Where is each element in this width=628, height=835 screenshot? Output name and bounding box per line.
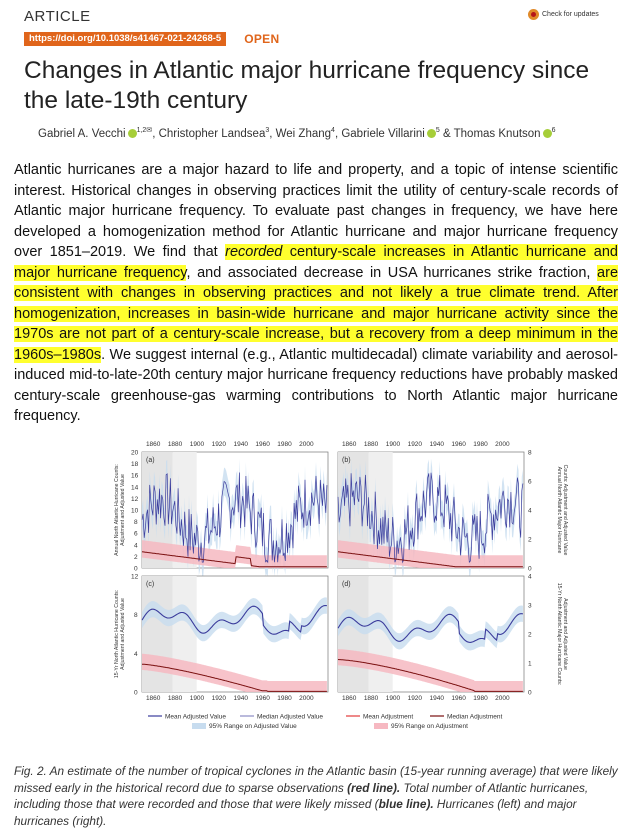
panel-label: (a) <box>146 457 155 464</box>
author-separator: , <box>152 127 159 140</box>
panel-label: (c) <box>146 581 155 588</box>
abstract-text-3: . We suggest internal (e.g., Atlantic multidecadal) climate variability and aerosol-induced mid-to-late-20th century major hurricane frequency reductions have probably masked century-scale greenhouse-gas warming contributions to North Atlantic major hurricane frequency. <box>14 346 618 424</box>
y-tick-label: 0 <box>134 565 138 573</box>
x-tick-label: 1960 <box>451 695 466 702</box>
author-affiliation: 5 <box>435 127 440 134</box>
orcid-icon[interactable] <box>128 129 137 138</box>
y-axis-label: Adjustment and Adjusted Value <box>120 598 126 670</box>
abstract-text-1: Atlantic hurricanes are a major hazard to life and property, and a topic of intense scientific interest. Historical changes in observing practices limit the utility of century-scale records of Atlantic major hurricane frequency. To evaluate past changes in frequency, we have here developed a homogenization method for Atlantic hurricane and major hurricane frequency over 1851–2019. We find that <box>14 162 618 260</box>
figure-caption <box>14 763 618 829</box>
legend-swatch-range-adjusted <box>192 723 206 729</box>
orcid-icon[interactable] <box>427 129 436 138</box>
open-access-label: OPEN <box>244 32 280 46</box>
y-tick-label: 0 <box>134 689 138 697</box>
x-tick-label: 1980 <box>277 695 292 702</box>
caption-text-2: Total number of Atlantic hurricanes, including those that were recorded and those that were likely missed ( <box>14 780 589 811</box>
legend-mean-adjusted: Mean Adjusted Value <box>165 713 226 721</box>
article-type-label: ARTICLE <box>24 8 91 25</box>
doi-link[interactable]: https://doi.org/10.1038/s41467-021-24268-5 <box>24 32 226 46</box>
x-tick-label: 1900 <box>189 695 205 702</box>
abstract <box>14 160 618 427</box>
y-tick-label: 4 <box>528 507 532 515</box>
author-affiliation: 6 <box>551 127 556 134</box>
y-tick-label: 12 <box>131 495 139 503</box>
x-tick-label: 1920 <box>211 695 227 702</box>
x-tick-label: 1960 <box>255 441 270 448</box>
y-tick-label: 20 <box>131 449 139 457</box>
panel-label: (d) <box>342 581 351 588</box>
y-tick-label: 12 <box>131 573 139 581</box>
y-tick-label: 4 <box>134 542 138 550</box>
x-tick-label: 1960 <box>451 441 466 448</box>
x-tick-label: 1860 <box>145 695 161 702</box>
x-tick-label: 2000 <box>495 695 510 702</box>
caption-blue-line: blue line). <box>378 797 434 811</box>
author-name[interactable]: Christopher Landsea <box>158 127 266 140</box>
y-axis-label: Annual North Atlantic Hurricane Counts: <box>114 464 120 556</box>
y-tick-label: 18 <box>131 461 139 469</box>
x-tick-label: 1900 <box>385 441 401 448</box>
check-updates-icon <box>528 9 539 20</box>
y-tick-label: 2 <box>528 631 532 639</box>
x-tick-label: 1880 <box>363 441 379 448</box>
check-updates-label: Check for updates <box>542 10 599 18</box>
x-tick-label: 1860 <box>341 695 357 702</box>
x-tick-label: 1880 <box>167 441 183 448</box>
abstract-text-2: , and associated decrease in USA hurricanes strike fraction, <box>186 264 598 281</box>
check-for-updates-button[interactable] <box>528 7 618 21</box>
x-tick-label: 1900 <box>385 695 401 702</box>
y-tick-label: 6 <box>134 530 138 538</box>
doi-row <box>24 32 279 46</box>
y-tick-label: 0 <box>528 565 532 573</box>
author-name[interactable]: Thomas Knutson <box>453 127 541 140</box>
y-axis-label: Adjustment and Adjusted Value <box>120 474 126 546</box>
x-tick-label: 1860 <box>341 441 357 448</box>
y-tick-label: 8 <box>134 519 138 527</box>
x-tick-label: 1920 <box>211 441 227 448</box>
x-tick-label: 1940 <box>429 441 444 448</box>
author-affiliation: 4 <box>331 127 335 134</box>
author-affiliation: 3 <box>265 127 270 134</box>
x-tick-label: 1980 <box>473 441 488 448</box>
legend-median-adjustment: Median Adjustment <box>447 713 503 721</box>
y-tick-label: 4 <box>134 650 138 658</box>
figure-2 <box>112 436 580 736</box>
y-axis-label: Adjustment and Adjusted Value <box>562 598 568 670</box>
legend-swatch-range-adjustment <box>374 723 388 729</box>
x-tick-label: 1940 <box>233 441 248 448</box>
y-tick-label: 4 <box>528 573 532 581</box>
x-tick-label: 1980 <box>473 695 488 702</box>
caption-red-line: (red line). <box>347 780 401 795</box>
author-separator: & <box>439 127 454 140</box>
x-tick-label: 2000 <box>299 695 314 702</box>
y-tick-label: 10 <box>131 507 139 515</box>
y-axis-label: Annual North Atlantic Major Hurricane <box>556 466 562 554</box>
x-tick-label: 1940 <box>233 695 248 702</box>
x-tick-label: 1980 <box>277 441 292 448</box>
y-axis-label: 15-Yr North Atlantic Major Hurricane Counts: <box>556 582 562 686</box>
y-tick-label: 3 <box>528 602 532 610</box>
author-affiliation: 1,2✉ <box>136 127 153 134</box>
y-tick-label: 2 <box>134 553 138 561</box>
x-tick-label: 1860 <box>145 441 161 448</box>
caption-text-3: Hurricanes (left) and major hurricanes (right). <box>14 797 577 828</box>
legend-range-adjusted: 95% Range on Adjusted Value <box>209 723 297 730</box>
highlight-1-italic: recorded <box>225 244 283 260</box>
y-tick-label: 8 <box>134 612 138 620</box>
x-tick-label: 1920 <box>407 441 423 448</box>
orcid-icon[interactable] <box>543 129 552 138</box>
y-tick-label: 2 <box>528 536 532 544</box>
legend-median-adjusted: Median Adjusted Value <box>257 713 324 721</box>
x-tick-label: 1920 <box>407 695 423 702</box>
author-separator: , <box>269 127 276 140</box>
y-tick-label: 8 <box>528 449 532 457</box>
y-tick-label: 14 <box>131 484 139 492</box>
legend-mean-adjustment: Mean Adjustment <box>363 713 414 721</box>
author-list <box>38 126 618 140</box>
author-name[interactable]: Gabriel A. Vecchi <box>38 127 126 140</box>
x-tick-label: 1960 <box>255 695 270 702</box>
article-title: Changes in Atlantic major hurricane frequency since the late-19th century <box>24 57 590 114</box>
y-axis-label: Counts: Adjustment and Adjusted Value <box>562 464 568 556</box>
x-tick-label: 2000 <box>495 441 510 448</box>
highlight-1-text: century-scale increases in Atlantic hurricane and major hurricane frequency <box>14 244 618 281</box>
y-tick-label: 6 <box>528 478 532 486</box>
y-axis-label: 15-Yr North Atlantic Hurricane Counts: <box>114 589 120 679</box>
x-tick-label: 1940 <box>429 695 444 702</box>
author-name[interactable]: Gabriele Villarini <box>341 127 425 140</box>
author-name[interactable]: Wei Zhang <box>275 127 332 140</box>
x-tick-label: 1880 <box>363 695 379 702</box>
x-tick-label: 1880 <box>167 695 183 702</box>
author-separator: , <box>334 127 342 140</box>
y-tick-label: 1 <box>528 660 532 668</box>
highlight-2: are consistent with changes in observing practices and not likely a true climate trend. After homogenization, increases in basin-wide hurricane and major hurricane activity since the 1970s are not part of a century-scale increase, but a recovery from a deep minimum in the 1960s–1980s <box>14 264 619 363</box>
x-tick-label: 1900 <box>189 441 205 448</box>
panel-label: (b) <box>342 457 351 464</box>
y-tick-label: 0 <box>528 689 532 697</box>
legend-range-adjustment: 95% Range on Adjustment <box>391 723 468 730</box>
shaded-period <box>142 576 173 692</box>
x-tick-label: 2000 <box>299 441 314 448</box>
caption-text-1: Fig. 2. An estimate of the number of tropical cyclones in the Atlantic basin (15-year running average) that were likely missed early in the historical record due to sparse observations <box>14 764 618 795</box>
y-tick-label: 16 <box>131 472 139 480</box>
